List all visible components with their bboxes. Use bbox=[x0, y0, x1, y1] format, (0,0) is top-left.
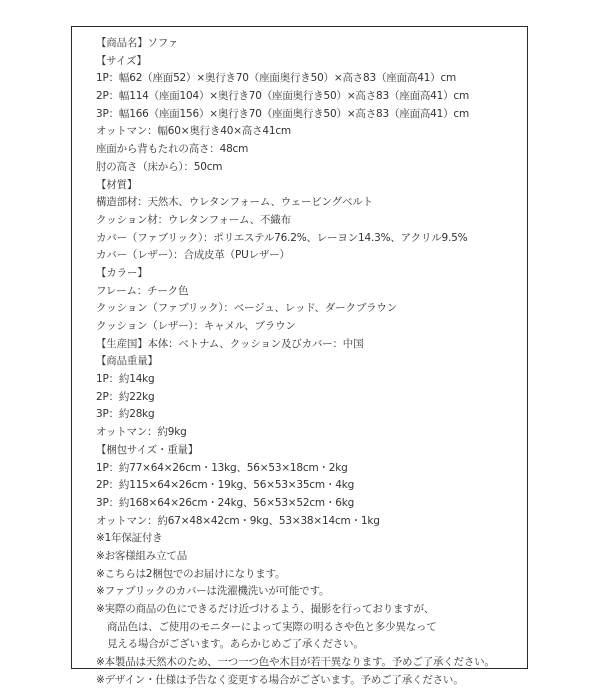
spec-line: 見える場合がございます。あらかじめご了承ください。 bbox=[107, 638, 364, 651]
spec-line: 商品色は、ご使用のモニターによって実際の明るさや色と多少異なって bbox=[107, 620, 437, 633]
spec-line: 構造部材：天然木、ウレタンフォーム、ウェービングベルト bbox=[96, 196, 373, 209]
spec-line: 肘の高さ（床から）：50cm bbox=[96, 160, 223, 173]
spec-line: ※本製品は天然木のため、一つ一つ色や木目が若干異なります。予めご了承ください。 bbox=[96, 656, 495, 669]
spec-line: 2P：約115×64×26cm・19kg、56×53×35cm・4kg bbox=[96, 479, 355, 492]
spec-line: 【商品名】ソファ bbox=[96, 37, 179, 49]
spec-line: 3P：幅166（座面156）×奥行き70（座面奥行き50）×高さ83（座面高41）cm bbox=[96, 107, 470, 120]
product-spec-list bbox=[96, 35, 495, 689]
spec-line: 【カラー】 bbox=[96, 266, 148, 279]
spec-line: ※実際の商品の色にできるだけ近づけるよう、撮影を行っておりますが、 bbox=[96, 603, 435, 615]
spec-line: ※ファブリックのカバーは洗濯機洗いが可能です。 bbox=[96, 585, 330, 598]
spec-line: ※お客様組み立て品 bbox=[96, 549, 187, 562]
spec-line: 3P：約28kg bbox=[96, 408, 155, 421]
spec-line: ※こちらは2梱包でのお届けになります。 bbox=[96, 567, 286, 580]
spec-line: 3P：約168×64×26cm・24kg、56×53×52cm・6kg bbox=[96, 496, 355, 509]
spec-line: カバー（ファブリック）：ポリエステル76.2%、レーヨン14.3%、アクリル9.5% bbox=[96, 231, 468, 244]
spec-line: オットマン：約67×48×42cm・9kg、53×38×14cm・1kg bbox=[96, 514, 380, 527]
spec-line: 2P：幅114（座面104）×奥行き70（座面奥行き50）×高さ83（座面高41）cm bbox=[96, 90, 470, 103]
spec-line: フレーム：チーク色 bbox=[96, 284, 189, 297]
spec-line: 【生産国】本体：ベトナム、クッション及びカバー：中国 bbox=[96, 337, 364, 350]
spec-line: クッション材：ウレタンフォーム、不織布 bbox=[96, 213, 291, 226]
spec-line: ※デザイン・仕様は予告なく変更する場合がございます。予めご了承ください。 bbox=[96, 673, 464, 686]
spec-line: 【梱包サイズ・重量】 bbox=[96, 443, 199, 456]
spec-line: 【商品重量】 bbox=[96, 355, 158, 368]
spec-line: 1P：約77×64×26cm・13kg、56×53×18cm・2kg bbox=[96, 461, 348, 474]
spec-line: オットマン：幅60×奥行き40×高さ41cm bbox=[96, 125, 291, 138]
spec-line: 2P：約22kg bbox=[96, 390, 155, 403]
spec-line: クッション（レザー）：キャメル、ブラウン bbox=[96, 320, 296, 332]
spec-line: 1P：約14kg bbox=[96, 373, 155, 386]
spec-line: カバー（レザー）：合成皮革（PUレザー） bbox=[96, 249, 290, 262]
spec-line: 1P：幅62（座面52）×奥行き70（座面奥行き50）×高さ83（座面高41）cm bbox=[96, 72, 457, 85]
spec-line: オットマン：約9kg bbox=[96, 426, 187, 439]
spec-line: 【サイズ】 bbox=[96, 54, 147, 67]
spec-line: クッション（ファブリック）：ベージュ、レッド、ダークブラウン bbox=[96, 302, 398, 315]
spec-line: ※1年保証付き bbox=[96, 532, 163, 545]
spec-line: 座面から背もたれの高さ：48cm bbox=[96, 143, 249, 156]
spec-line: 【材質】 bbox=[96, 178, 138, 191]
